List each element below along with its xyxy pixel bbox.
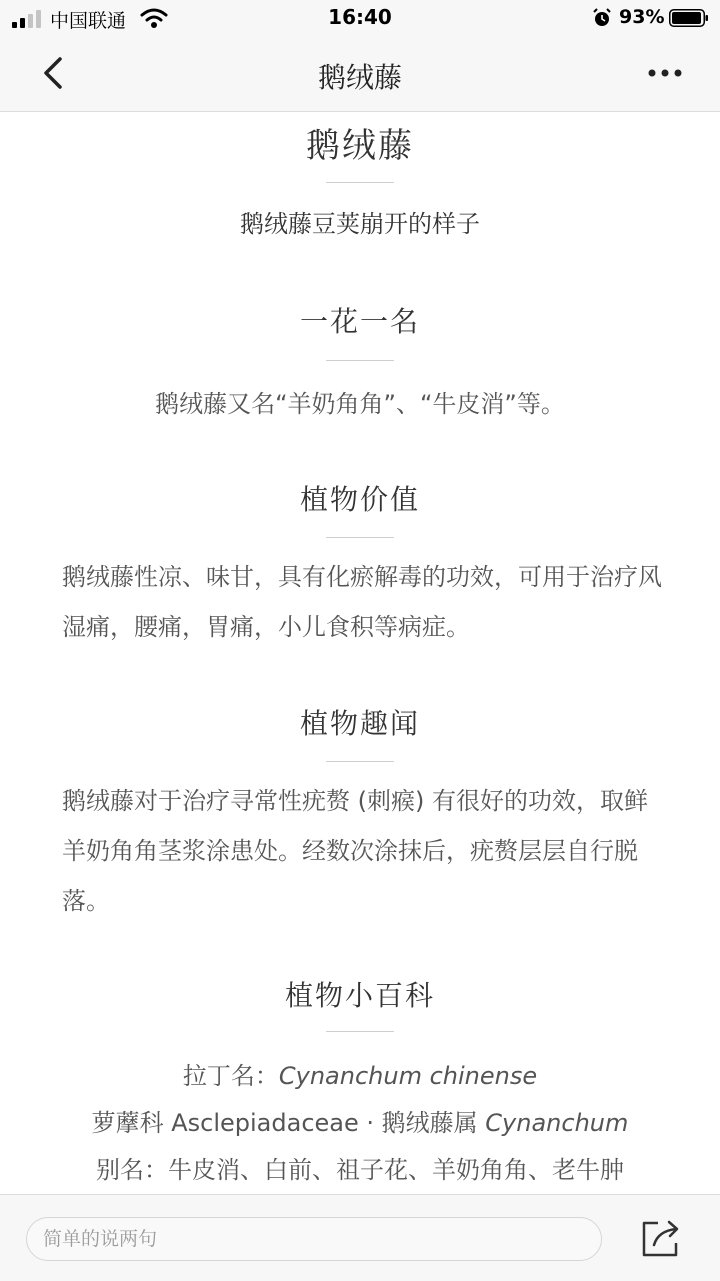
status-time: 16:40 bbox=[328, 5, 392, 29]
comment-bar bbox=[0, 1194, 720, 1281]
section-heading-encyclopedia: 植物小百科 bbox=[284, 979, 435, 1012]
section-divider bbox=[326, 537, 394, 538]
page-title: 鹅绒藤 bbox=[317, 61, 402, 94]
status-bar bbox=[0, 0, 720, 36]
title-divider bbox=[326, 182, 394, 183]
section-heading-value: 植物价值 bbox=[299, 483, 420, 516]
article-title: 鹅绒藤 bbox=[306, 126, 414, 166]
family-line bbox=[0, 1103, 720, 1138]
more-options-button[interactable] bbox=[640, 56, 690, 90]
share-button[interactable] bbox=[636, 1213, 686, 1261]
alias-line: 别名：牛皮消、白前、祖子花、羊奶角角、老牛肿 bbox=[96, 1156, 624, 1184]
comment-input[interactable] bbox=[26, 1217, 602, 1261]
alarm-icon bbox=[592, 8, 612, 28]
section-text-name: 鹅绒藤又名“羊奶角角”、“牛皮消”等。 bbox=[155, 390, 565, 418]
navigation-bar bbox=[0, 36, 720, 112]
family-text: 萝藦科 Asclepiadaceae · 鹅绒藤属 bbox=[91, 1109, 478, 1137]
section-heading-anecdote: 植物趣闻 bbox=[299, 707, 420, 740]
battery-icon bbox=[669, 9, 709, 27]
carrier-name: 中国联通 bbox=[50, 10, 127, 32]
latin-name-line bbox=[0, 1056, 720, 1091]
section-divider bbox=[326, 1031, 394, 1032]
section-divider bbox=[326, 761, 394, 762]
section-heading-name: 一花一名 bbox=[299, 305, 420, 338]
latin-name-label: 拉丁名： bbox=[182, 1062, 279, 1090]
article-content bbox=[0, 112, 720, 1194]
section-divider bbox=[326, 360, 394, 361]
battery-percentage: 93% bbox=[619, 6, 665, 28]
image-caption: 鹅绒藤豆荚崩开的样子 bbox=[240, 210, 480, 238]
more-icon bbox=[640, 56, 690, 90]
latin-name-value: Cynanchum chinense bbox=[278, 1062, 538, 1090]
section-text-value: 鹅绒藤性凉、味甘，具有化瘀解毒的功效，可用于治疗风湿痛，腰痛，胃痛，小儿食积等病症。 bbox=[62, 563, 662, 641]
section-text-anecdote: 鹅绒藤对于治疗寻常性疣赘 (刺瘊) 有很好的功效，取鲜羊奶角角茎浆涂患处。经数次涂抹后，疣赘层层自行脱落。 bbox=[62, 787, 648, 915]
share-icon bbox=[636, 1213, 686, 1261]
genus-latin: Cynanchum bbox=[485, 1109, 629, 1137]
